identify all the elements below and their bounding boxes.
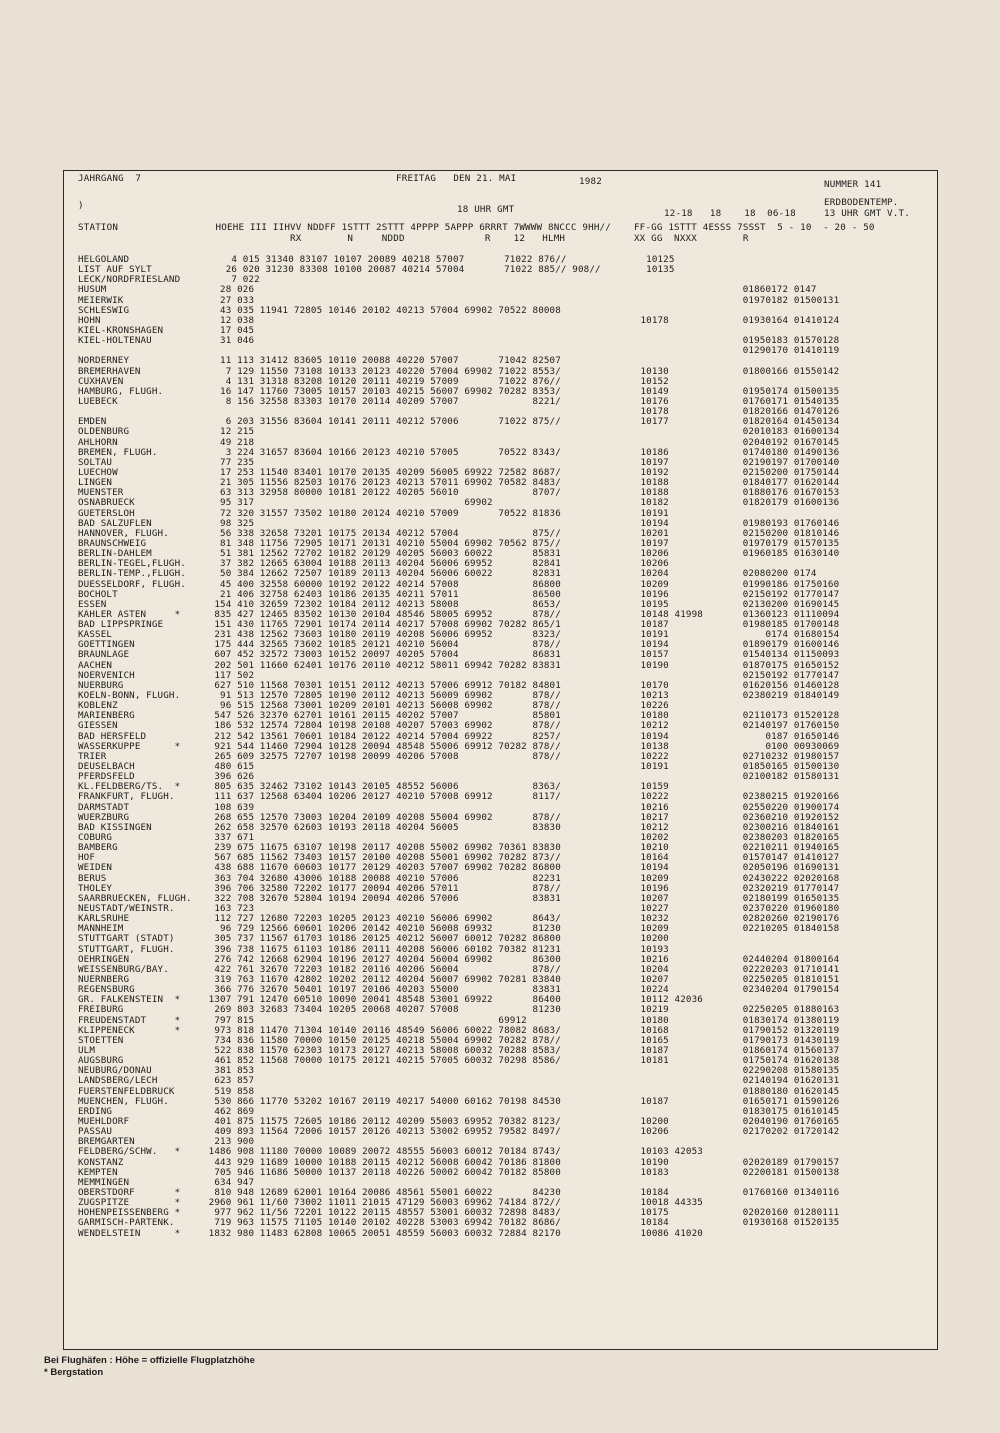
table-row: LIST AUF SYLT 26 020 31230 83308 10100 20087 40214 57004 71022 885// 908// 10135 (78, 264, 675, 276)
table-row: LECK/NORDFRIESLAND 7 022 (78, 274, 260, 286)
table-row: GUETERSLOH 72 320 31557 73502 10180 20124 40210 57009 70522 81836 10191 (78, 507, 669, 519)
volume-label: JAHRGANG 7 (78, 173, 142, 184)
table-row: 01290170 01410119 (78, 345, 840, 357)
table-row: KONSTANZ 443 929 11689 10000 10188 20115 40212 56008 60042 70186 81800 10190 02020189 01790157 (78, 1156, 840, 1168)
table-row: BRAUNLAGE 607 452 32572 73003 10152 20097 40205 57004 86831 10157 01540134 01150093 (78, 649, 840, 661)
table-row: EMDEN 6 203 31556 83604 10141 20111 40212 57006 71022 875// 10177 01820164 01450134 (78, 416, 840, 428)
table-row: ZUGSPITZE * 2960 961 11/60 73002 11011 21015 47129 56003 69962 74184 872// 10018 44335 (78, 1197, 703, 1209)
table-row: MUENCHEN, FLUGH. 530 866 11770 53202 10167 20119 40217 54000 60162 70198 84530 10187 01650171 01590126 (78, 1095, 840, 1107)
table-row: BAD KISSINGEN 262 658 32570 62603 10193 20118 40204 56005 83830 10212 02300216 01840161 (78, 821, 840, 833)
table-row: WENDELSTEIN * 1832 980 11483 62808 10065 20051 48559 56003 60032 72884 82170 10086 41020 (78, 1227, 703, 1239)
table-row: BERUS 363 704 32680 43006 10188 20088 40210 57006 82231 10209 02430222 02020168 (78, 872, 840, 884)
table-row: WUERZBURG 268 655 12570 73003 10204 20109 40208 55004 69902 878// 10217 02360210 01920152 (78, 811, 840, 823)
table-row: ULM 522 838 11570 62303 10173 20127 40213 58008 60032 70288 8583/ 10187 01860174 01560137 (78, 1044, 840, 1056)
table-row: BOCHOLT 21 406 32758 62403 10186 20135 40211 57011 86500 10196 02150192 01770147 (78, 588, 840, 600)
date-label: FREITAG DEN 21. MAI (396, 173, 517, 184)
table-row: OBERSTDORF * 810 948 12689 62001 10164 20086 48561 55001 60022 84230 10184 01760160 01340116 (78, 1186, 840, 1198)
table-row: HOHENPEISSENBERG * 977 962 11/56 72201 10122 20115 48557 53001 60032 72898 8483/ 10175 02020160 01280111 (78, 1207, 840, 1219)
table-row: THOLEY 396 706 32580 72202 10177 20094 40206 57011 878// 10196 02320219 01770147 (78, 882, 840, 894)
table-row: BAD SALZUFLEN 98 325 10194 01980193 01760146 (78, 517, 840, 529)
table-row: FELDBERG/SCHW. * 1486 908 11180 70000 10089 20072 48555 56003 60012 70184 8743/ 10103 42053 (78, 1146, 703, 1158)
table-row: FREUDENSTADT * 797 815 69912 10180 01830174 01380119 (78, 1014, 840, 1026)
table-row: PASSAU 409 893 11564 72006 10157 20126 40213 53002 69952 79582 8497/ 10206 02170202 01720142 (78, 1126, 840, 1138)
table-row: BAMBERG 239 675 11675 63107 10198 20117 40208 55002 69902 70361 83830 10210 02210211 01940165 (78, 842, 840, 854)
table-row: OEHRINGEN 276 742 12668 62904 10196 20127 40204 56004 69902 86300 10216 02440204 01800164 (78, 953, 840, 965)
table-row: CUXHAVEN 4 131 31318 83208 10120 20111 40219 57009 71022 876// 10152 (78, 375, 669, 387)
table-row: KOBLENZ 96 515 12568 73001 10209 20101 40213 56008 69902 878// 10226 (78, 700, 669, 712)
table-row: MEIERWIK 27 033 01970182 01500131 (78, 294, 840, 306)
table-row: MEMMINGEN 634 947 (78, 1176, 255, 1188)
table-row: DEUSELBACH 480 615 10191 01850165 01500130 (78, 761, 840, 773)
table-row: WEIDEN 438 688 11670 60603 10177 20129 40203 57007 69902 70282 86800 10194 02050196 01690131 (78, 862, 840, 874)
table-row: HOF 567 685 11562 73403 10157 20100 40208 55001 69902 70282 873// 10164 01570147 01410127 (78, 852, 840, 864)
table-row: DARMSTADT 108 639 10216 02550220 01900174 (78, 801, 840, 813)
table-row: MUEHLDORF 401 875 11575 72605 10186 20112 40209 55003 69952 70382 8123/ 10200 02040190 01760165 (78, 1115, 840, 1127)
table-row: BERLIN-DAHLEM 51 381 12562 72702 10182 20129 40205 56003 60022 85831 10206 01960185 01630140 (78, 548, 840, 560)
table-row: STUTTGART, FLUGH. 396 738 11675 61103 10186 20111 40208 56006 60102 70382 81231 10193 (78, 943, 669, 955)
table-row: STUTTGART (STADT) 305 737 11567 61703 10186 20125 40212 56007 60012 70282 86800 10200 (78, 933, 669, 945)
table-row: ERDING 462 869 01830175 01610145 (78, 1105, 840, 1117)
footnote-mountain: * Bergstation (44, 1367, 104, 1378)
table-row: BREMEN, FLUGH. 3 224 31657 83604 10166 20123 40210 57005 70522 8343/ 10186 01740180 01490136 (78, 446, 840, 458)
table-row: COBURG 337 671 10202 02380203 01820165 (78, 832, 840, 844)
table-row: AACHEN 202 501 11660 62401 10176 20110 40212 58011 69942 70282 83831 10190 01870175 01650152 (78, 659, 840, 671)
table-row: GOETTINGEN 175 444 32565 73602 10185 20121 40210 56004 878// 10194 01890179 01600146 (78, 639, 840, 651)
table-row: KOELN-BONN, FLUGH. 91 513 12570 72805 10190 20112 40213 56009 69902 878// 10213 02380219 01840149 (78, 690, 840, 702)
table-row: HELGOLAND 4 015 31340 83107 10107 20089 40218 57007 71022 876// 10125 (78, 254, 675, 265)
table-row: BAD LIPPSPRINGE 151 430 11765 72901 10174 20114 40217 57008 69902 70282 865/1 10187 01980185 01700148 (78, 619, 840, 631)
table-row: MUENSTER 63 313 32958 80000 10181 20122 40205 56010 8707/ 10188 01880176 01670153 (78, 487, 840, 499)
table-row: NEUBURG/DONAU 381 853 02290208 01580135 (78, 1065, 840, 1077)
table-row: KASSEL 231 438 12562 73603 10180 20119 40208 56006 69952 8323/ 10191 0174 01680154 (78, 629, 840, 641)
table-row: BAD HERSFELD 212 542 13561 70601 10184 20122 40214 57004 69922 8257/ 10194 0187 01650146 (78, 730, 840, 742)
station-table (78, 255, 839, 1239)
table-row: 10178 01820166 01470126 (78, 406, 840, 418)
table-row: BREMERHAVEN 7 129 11550 73108 10133 20123 40220 57004 69902 71022 8553/ 10130 01800166 01550142 (78, 365, 840, 377)
issue-number: NUMMER 141 (824, 179, 882, 190)
table-row: OSNABRUECK 95 317 69902 10182 01820179 01600136 (78, 497, 840, 509)
table-row: BREMGARTEN 213 900 (78, 1136, 255, 1148)
soil-temp-time: 13 UHR GMT V.T. (824, 208, 910, 219)
table-row: HUSUM 28 026 01860172 0147 (78, 284, 817, 296)
year-label: 1982 (579, 176, 602, 187)
table-row: FUERSTENFELDBRUCK 519 858 01880180 01620145 (78, 1085, 840, 1097)
table-row: SOLTAU 77 235 10197 02190197 01700140 (78, 456, 840, 468)
table-row: AHLHORN 49 218 02040192 01670145 (78, 436, 840, 448)
table-row: GIESSEN 186 532 12574 72804 10198 20108 40207 57003 69902 878// 10212 02140197 01760150 (78, 720, 840, 732)
table-row: ESSEN 154 410 32659 72302 10184 20112 40213 58008 8653/ 10195 02130200 01690145 (78, 598, 840, 610)
table-row: OLDENBURG 12 215 02010183 01600134 (78, 426, 840, 438)
table-row: REGENSBURG 366 776 32670 50401 10197 20106 40203 55000 83831 10224 02340204 01790154 (78, 984, 840, 996)
table-row: MANNHEIM 96 729 12566 60601 10206 20142 40210 56008 69932 81230 10209 02210205 01840158 (78, 923, 840, 935)
table-row: LUECHOW 17 253 11540 83401 10170 20135 40209 56005 69922 72582 8687/ 10192 02150200 01750144 (78, 466, 840, 478)
table-row: SAARBRUECKEN, FLUGH. 322 708 32670 52804 10194 20094 40206 57006 83831 10207 02180199 01650135 (78, 892, 840, 904)
report-frame (63, 170, 938, 1350)
table-row: LINGEN 21 305 11556 82503 10176 20123 40213 57011 69902 70582 8483/ 10188 01840177 01620144 (78, 477, 840, 489)
table-row: KIEL-KRONSHAGEN 17 045 (78, 324, 255, 336)
table-row: HAMBURG, FLUGH. 16 147 11760 73005 10157 20103 40215 56007 69902 70282 8353/ 10149 01950174 01500135 (78, 385, 840, 397)
soil-temp-title: ERDBODENTEMP. (824, 197, 899, 208)
footnote-airports: Bei Flughäfen : Höhe = offizielle Flugplatzhöhe (44, 1355, 255, 1366)
table-row: PFERDSFELD 396 626 02100182 01580131 (78, 771, 840, 783)
table-row: BERLIN-TEMP.,FLUGH. 50 384 12662 72507 10189 20113 40204 56006 60022 82831 10204 02080200 0174 (78, 568, 817, 580)
table-row: MARIENBERG 547 526 32370 62701 10161 20115 40202 57007 85801 10180 02110173 01520128 (78, 710, 840, 722)
table-row: LUEBECK 8 156 32558 83303 10170 20114 40209 57007 8221/ 10176 01760171 01540135 (78, 395, 840, 407)
table-row: KLIPPENECK * 973 818 11470 71304 10140 20116 48549 56006 60022 78082 8683/ 10168 01790152 01320119 (78, 1024, 840, 1036)
table-row: NEUSTADT/WEINSTR. 163 723 10227 02370220 01960180 (78, 903, 840, 914)
table-row: KARLSRUHE 112 727 12680 72203 10205 20123 40210 56006 69902 8643/ 10232 02820260 02190176 (78, 913, 840, 925)
table-row: BERLIN-TEGEL,FLUGH. 37 382 12665 63004 10188 20113 40204 56006 69952 82841 10206 (78, 558, 669, 570)
table-row: BRAUNSCHWEIG 81 348 11756 72905 10171 20131 40210 55004 69902 70562 875// 10197 01970179 01570135 (78, 537, 840, 549)
table-row: KEMPTEN 705 946 11686 50000 10137 20118 40226 50002 60042 70182 85800 10183 02200181 01500138 (78, 1166, 840, 1178)
column-header-row1: STATION HOEHE III IIHVV NDDFF 1STTT 2STTT 4PPPP 5APPP 6RRRT 7WWWW 8NCCC 9HH// FF-GG 1STTT 4ESSS 7SSST 5 - 10 - 20 - 50 (78, 222, 875, 233)
table-row: NUERNBERG 319 763 11670 42802 10202 20112 40204 56007 69902 70281 83840 10207 02250205 01810151 (78, 973, 840, 985)
table-row: NOERVENICH 117 502 02150192 01770147 (78, 669, 840, 681)
paren-mark: ) (78, 200, 84, 211)
period-header: 12-18 18 18 06-18 (664, 208, 796, 219)
table-row: NORDERNEY 11 113 31412 83605 10110 20088 40220 57007 71042 82507 (78, 355, 561, 367)
table-row: SCHLESWIG 43 035 11941 72805 10146 20102 40213 57004 69902 70522 80008 (78, 304, 561, 316)
table-row: HANNOVER, FLUGH. 56 338 32658 73201 10175 20134 40212 57004 875// 10201 02150200 01810146 (78, 527, 840, 539)
observation-time: 18 UHR GMT (457, 204, 515, 215)
table-row: GARMISCH-PARTENK. 719 963 11575 71105 10140 20102 40228 53003 69942 70182 8686/ 10184 01930168 01520135 (78, 1217, 840, 1229)
table-row: STOETTEN 734 836 11580 70000 10150 20125 40218 55004 69902 70282 878// 10165 01790173 01430119 (78, 1034, 840, 1046)
table-row: WEISSENBURG/BAY. 422 761 32670 72203 10182 20116 40206 56004 878// 10204 02220203 01710141 (78, 963, 840, 975)
table-row: WASSERKUPPE * 921 544 11460 72904 10128 20094 48548 55006 69912 70282 878// 10138 0100 00930069 (78, 740, 840, 752)
table-row: KAHLER ASTEN * 835 427 12465 83502 10130 20104 48546 58005 69952 878// 10148 41998 01360123 01110094 (78, 608, 840, 620)
table-row: FRANKFURT, FLUGH. 111 637 12568 63404 10206 20127 40210 57008 69912 8117/ 10222 02380215 01920166 (78, 791, 840, 803)
table-row: HOHN 12 038 10178 01930164 01410124 (78, 314, 840, 326)
table-row: DUESSELDORF, FLUGH. 45 400 32558 60000 10192 20122 40214 57008 86800 10209 01990186 01750160 (78, 578, 840, 590)
table-row: KIEL-HOLTENAU 31 046 01950183 01570128 (78, 335, 840, 347)
table-row: AUGSBURG 461 852 11568 70000 10175 20121 40215 57005 60032 70298 8586/ 10181 01750174 01620138 (78, 1055, 840, 1067)
table-row: GR. FALKENSTEIN * 1307 791 12470 60510 10090 20041 48548 53001 69922 86400 10112 42036 (78, 994, 703, 1006)
table-row: TRIER 265 609 32575 72707 10198 20099 40206 57008 878// 10222 02710232 01980157 (78, 750, 840, 762)
table-row: NUERBURG 627 510 11568 70301 10151 20112 40213 57006 69912 70182 84801 10170 01620156 01460128 (78, 679, 840, 691)
table-row: LANDSBERG/LECH 623 857 02140194 01620131 (78, 1075, 840, 1087)
table-row: FREIBURG 269 803 32683 73404 10205 20068 40207 57008 81230 10219 02250205 01880163 (78, 1004, 840, 1016)
table-row: KL.FELDBERG/TS. * 805 635 32462 73102 10143 20105 48552 56006 8363/ 10159 (78, 781, 669, 793)
column-header-row2: RX N NDDD R 12 HLMH XX GG NXXX R (78, 233, 749, 244)
